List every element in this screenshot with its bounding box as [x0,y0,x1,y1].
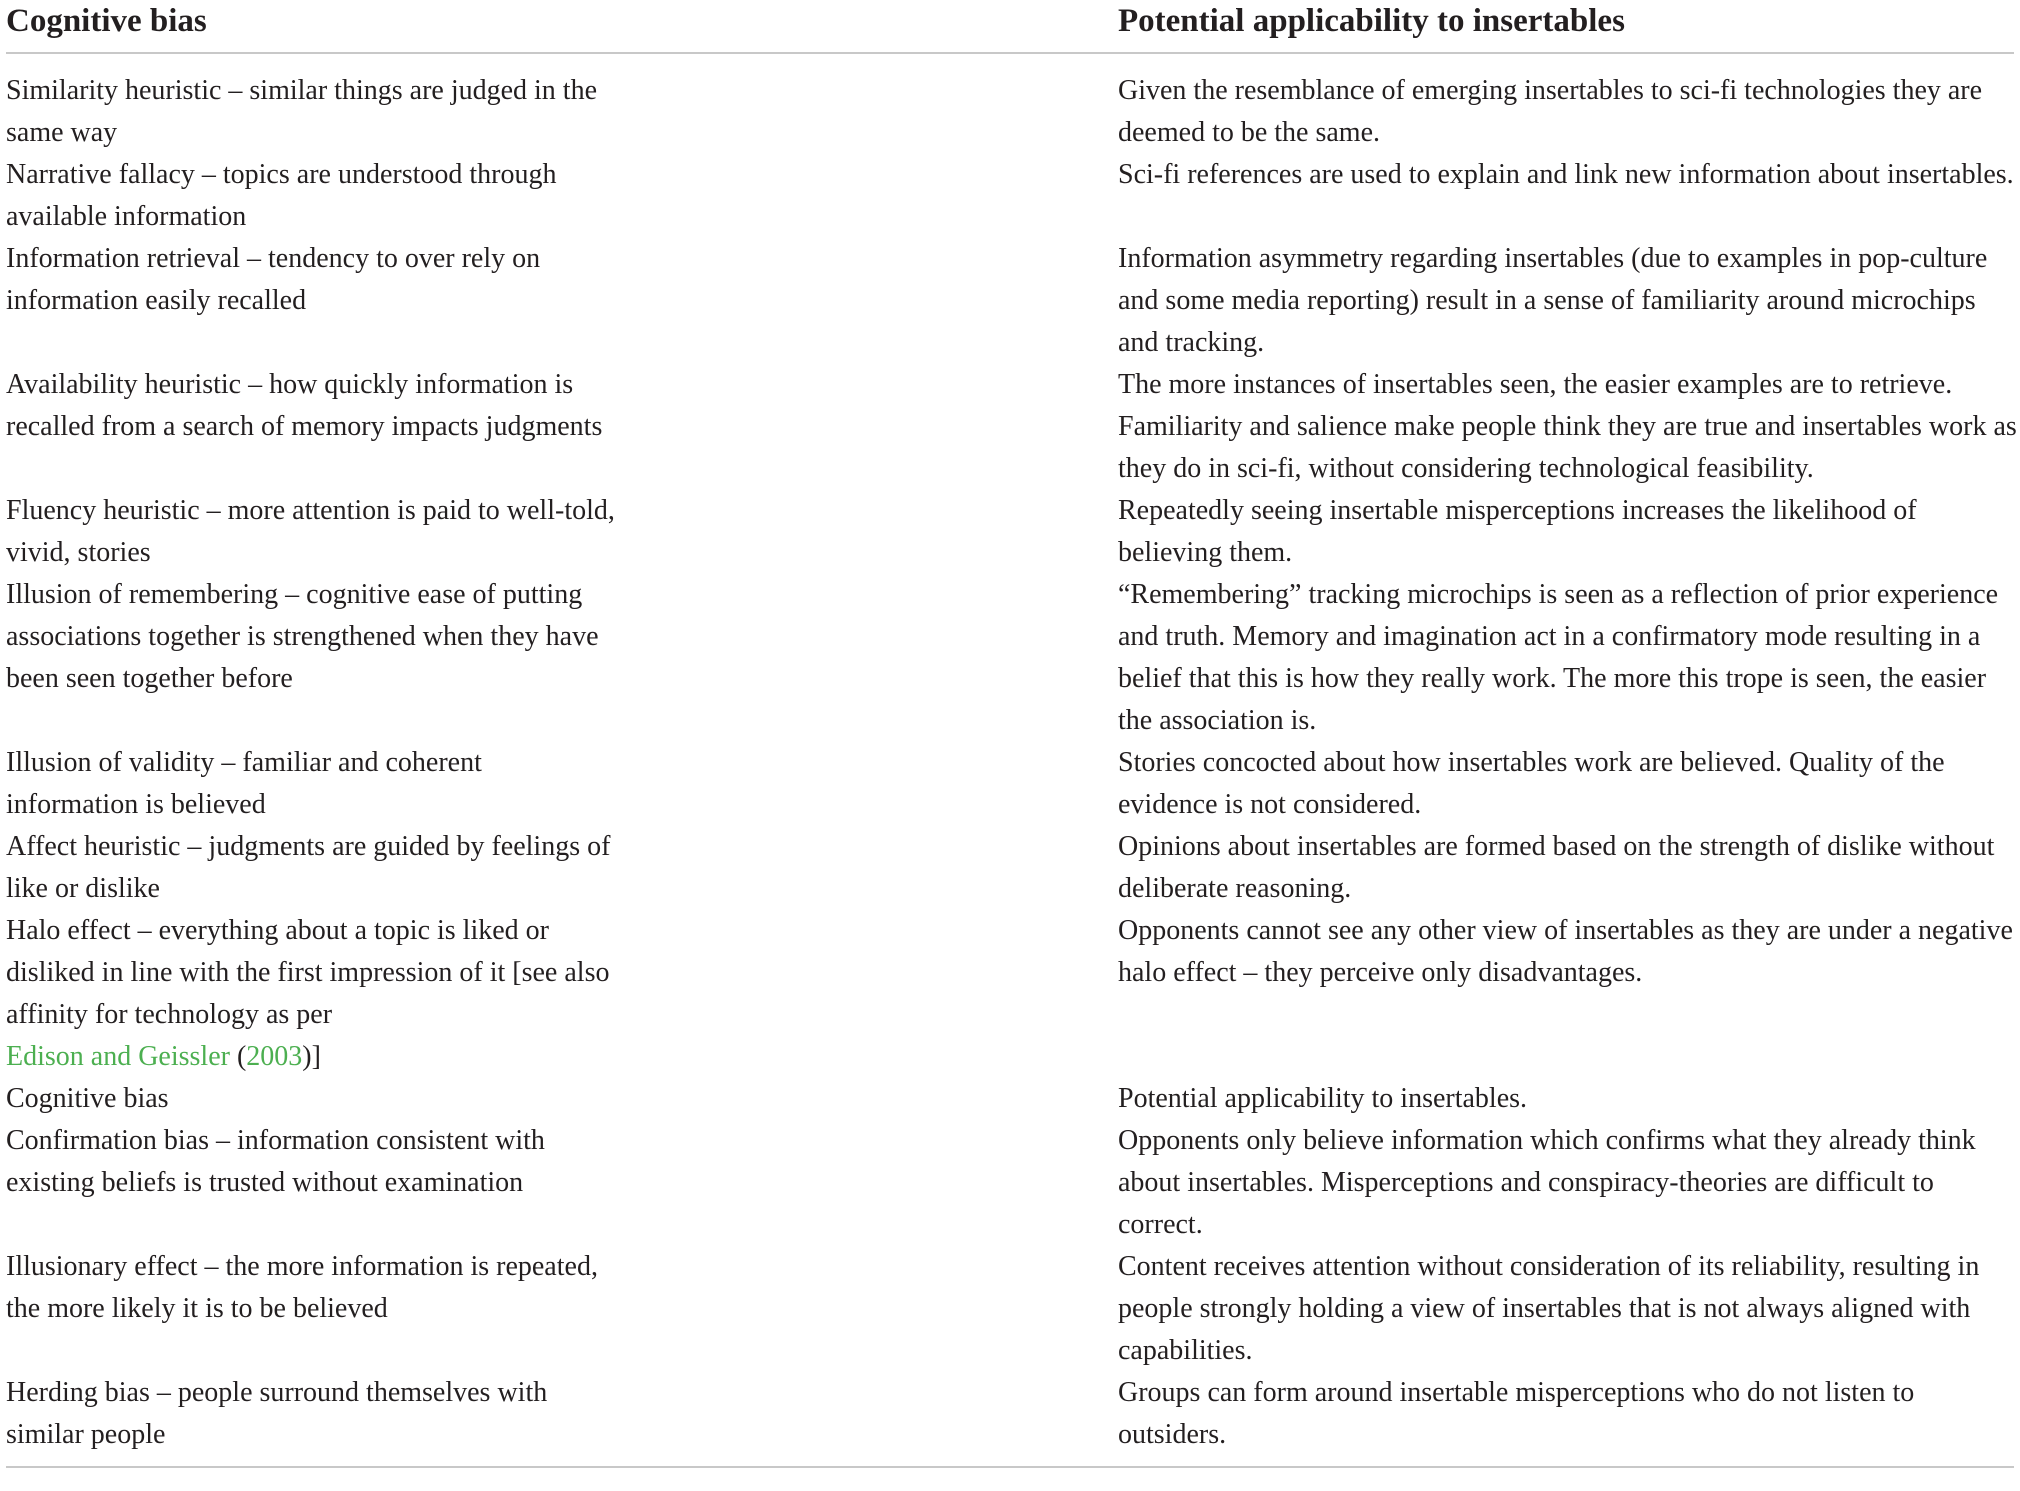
bias-text: Narrative fallacy – topics are understood through available information [6,159,557,232]
applicability-cell [1118,1372,2014,1467]
table-row [6,490,2014,574]
bias-text: Illusionary effect – the more information is repeated, the more likely it is to be believed [6,1251,598,1324]
applicability-cell [1118,238,2014,364]
cognitive-bias-table [6,0,2017,1468]
applicability-text: The more instances of insertables seen, the easier examples are to retrieve. Familiarity and salience make people think they are true and insertables work as they do in sci-fi, without considering technological feasibility. [1118,369,2017,484]
table-row [6,574,2014,742]
table-row [6,238,2014,364]
bias-cell [6,364,1118,490]
table-row [6,53,2014,154]
table-row [6,742,2014,826]
header-row [6,0,2014,53]
table-row [6,910,2014,1078]
bias-cell [6,1246,1118,1372]
bias-text-with-citation: Halo effect – everything about a topic is liked or disliked in line with the first impression of it [see also affinity for technology as per Edison and Geissler (2003)] [6,915,610,1072]
applicability-cell [1118,490,2014,574]
applicability-cell [1118,742,2014,826]
bias-cell [6,154,1118,238]
bias-text: Halo effect – everything about a topic is liked or disliked in line with the first impression of it [see also affinity for technology as per [6,915,610,1030]
bias-text: Affect heuristic – judgments are guided by feelings of like or dislike [6,831,611,904]
bias-cell [6,1120,1118,1246]
table-row [6,1078,2014,1120]
applicability-text: Repeatedly seeing insertable misperceptions increases the likelihood of believing them. [1118,495,1917,568]
bias-suffix: )] [302,1041,321,1072]
table-header [6,0,2014,53]
table-row [6,1246,2014,1372]
bias-text: Information retrieval – tendency to over rely on information easily recalled [6,243,541,316]
applicability-cell [1118,1120,2014,1246]
applicability-cell [1118,910,2014,1078]
applicability-text: Given the resemblance of emerging insertables to sci-fi technologies they are deemed to be the same. [1118,75,1983,148]
bias-cell [6,742,1118,826]
applicability-text: Groups can form around insertable misperceptions who do not listen to outsiders. [1118,1377,1915,1450]
applicability-cell [1118,53,2014,154]
applicability-text: Opponents cannot see any other view of insertables as they are under a negative halo effect – they perceive only disadvantages. [1118,915,2013,988]
applicability-text: Content receives attention without consideration of its reliability, resulting in people strongly holding a view of insertables that is not always aligned with capabilities. [1118,1251,1980,1366]
table-row [6,154,2014,238]
citation-year-link[interactable]: 2003 [246,1041,303,1072]
table-row [6,826,2014,910]
bias-cell [6,53,1118,154]
table-body [6,53,2017,1467]
bias-text: Illusion of remembering – cognitive ease of putting associations together is strengthened when they have been seen together before [6,579,599,694]
bias-text: Confirmation bias – information consistent with existing beliefs is trusted without examination [6,1125,545,1198]
bias-cell [6,238,1118,364]
bias-text: Cognitive bias [6,1083,169,1114]
applicability-cell [1118,364,2017,490]
bias-text: Illusion of validity – familiar and coherent information is believed [6,747,482,820]
applicability-text: Potential applicability to insertables. [1118,1083,1528,1114]
bias-cell [6,1078,1118,1120]
bias-cell [6,574,1118,742]
applicability-cell [1118,574,2014,742]
bias-text: Availability heuristic – how quickly information is recalled from a search of memory impacts judgments [6,369,603,442]
bias-cell [6,490,1118,574]
applicability-cell [1118,826,2014,910]
table-row [6,1372,2014,1467]
bias-text: Fluency heuristic – more attention is paid to well-told, vivid, stories [6,495,615,568]
applicability-cell [1118,1078,2014,1120]
applicability-text: “Remembering” tracking microchips is seen as a reflection of prior experience and truth. Memory and imagination act in a confirmatory mode resulting in a belief that this is how they really work. The more this trope is seen, the easier the association is. [1118,579,1999,736]
applicability-text: Opinions about insertables are formed based on the strength of dislike without deliberate reasoning. [1118,831,1995,904]
bias-text: Herding bias – people surround themselves with similar people [6,1377,548,1450]
bias-cell [6,1372,1118,1467]
header-potential-applicability: Potential applicability to insertables [1118,0,2014,53]
applicability-text: Stories concocted about how insertables work are believed. Quality of the evidence is not considered. [1118,747,1945,820]
applicability-cell [1118,1246,2014,1372]
bias-cell [6,826,1118,910]
applicability-text: Opponents only believe information which confirms what they already think about insertables. Misperceptions and conspiracy-theories are difficult to correct. [1118,1125,1976,1240]
applicability-cell [1118,154,2014,238]
applicability-text: Sci-fi references are used to explain and link new information about insertables. [1118,159,2014,190]
bias-text: Similarity heuristic – similar things are judged in the same way [6,75,598,148]
table-row [6,364,2014,490]
applicability-text: Information asymmetry regarding insertables (due to examples in pop-culture and some media reporting) result in a sense of familiarity around microchips and tracking. [1118,243,1988,358]
bias-table-container [6,0,2017,1468]
citation-authors-link[interactable]: Edison and Geissler [6,1041,230,1072]
header-cognitive-bias: Cognitive bias [6,0,1118,53]
bias-cell [6,910,1118,1078]
table-row [6,1120,2014,1246]
